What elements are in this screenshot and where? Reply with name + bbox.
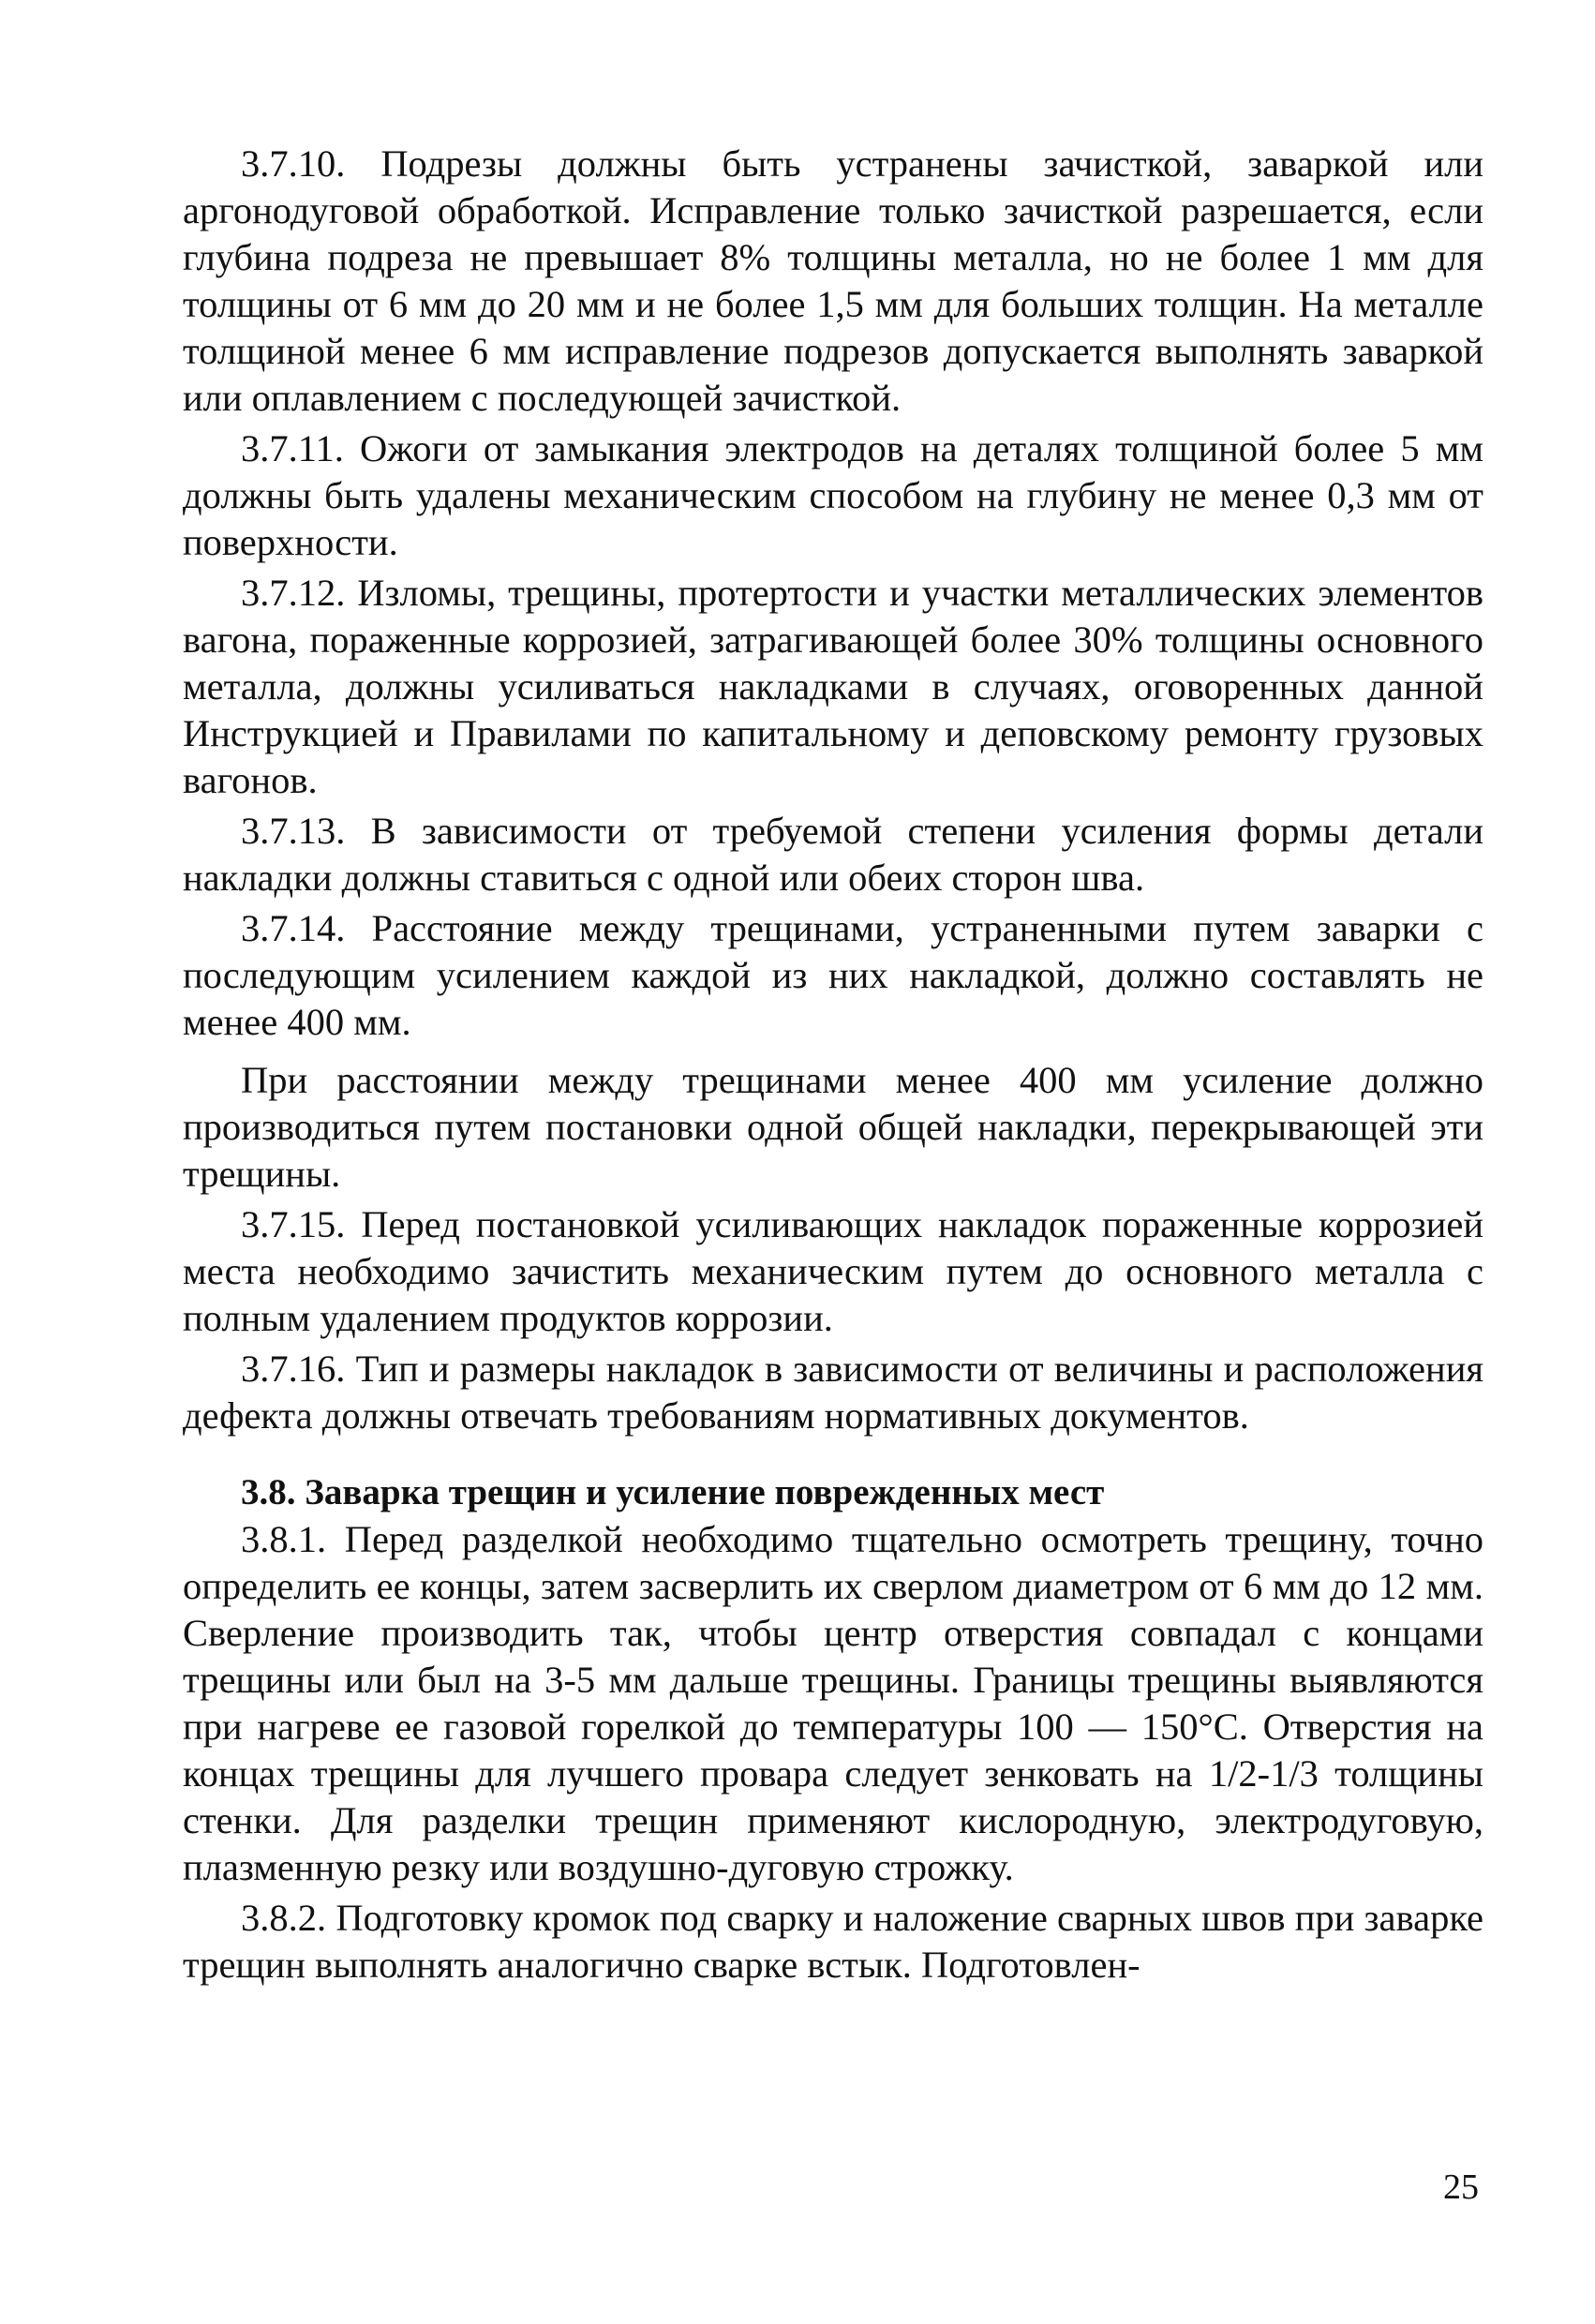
paragraph-3-7-13: 3.7.13. В зависимости от требуемой степени усиления формы детали накладки должны ставиться с одной или обеих сторон шва. [183, 810, 1483, 899]
paragraph-3-7-14: 3.7.14. Расстояние между трещинами, устраненными путем заварки с последующим усилением каждой из них накладкой, должно составлять не менее 400 мм. [183, 907, 1483, 1043]
paragraph-3-7-15: 3.7.15. Перед постановкой усиливающих накладок пораженные коррозией места необходимо зачистить механическим путем до основного металла с полным удалением продуктов коррозии. [183, 1203, 1483, 1339]
paragraph-3-7-14-continued: При расстоянии между трещинами менее 400 мм усиление должно производиться путем постановки одной общей накладки, перекрывающей эти трещины. [183, 1059, 1483, 1195]
section-heading-3-8: 3.8. Заварка трещин и усиление поврежденных мест [241, 1472, 1105, 1512]
document-page [183, 141, 1483, 1992]
paragraph-3-8-1: 3.8.1. Перед разделкой необходимо тщательно осмотреть трещину, точно определить ее концы, затем засверлить их сверлом диаметром от 6 мм до 12 мм. Сверление производить так, чтобы центр отверстия совпадал с концами трещины или был на 3-5 мм дальше трещины. Границы трещины выявляются при нагреве ее газовой горелкой до температуры 100 — 150°С. Отверстия на концах трещины для лучшего провара следует зенковать на 1/2-1/3 толщины стенки. Для разделки трещин применяют кислородную, электродуговую, плазменную резку или воздушно-дуговую строжку. [183, 1518, 1483, 1888]
paragraph-3-7-11: 3.7.11. Ожоги от замыкания электродов на деталях толщиной более 5 мм должны быть удалены механическим способом на глубину не менее 0,3 мм от поверхности. [183, 427, 1483, 563]
paragraph-3-7-10: 3.7.10. Подрезы должны быть устранены зачисткой, заваркой или аргонодуговой обработкой. Исправление только зачисткой разрешается, если глубина подреза не превышает 8% толщины металла, но не более 1 мм для толщины от 6 мм до 20 мм и не более 1,5 мм для больших толщин. На металле толщиной менее 6 мм исправление подрезов допускается выполнять заваркой или оплавлением с последующей зачисткой. [183, 142, 1483, 419]
paragraph-3-7-16: 3.7.16. Тип и размеры накладок в зависимости от величины и расположения дефекта должны отвечать требованиям нормативных документов. [183, 1348, 1483, 1437]
paragraph-3-7-12: 3.7.12. Изломы, трещины, протертости и участки металлических элементов вагона, пораженные коррозией, затрагивающей более 30% толщины основного металла, должны усиливаться накладками в случаях, оговоренных данной Инструкцией и Правилами по капитальному и деповскому ремонту грузовых вагонов. [183, 572, 1483, 801]
page-number: 25 [1443, 2168, 1479, 2207]
paragraph-3-8-2: 3.8.2. Подготовку кромок под сварку и наложение сварных швов при заварке трещин выполнять аналогично сварке встык. Подготовлен- [183, 1897, 1483, 1986]
